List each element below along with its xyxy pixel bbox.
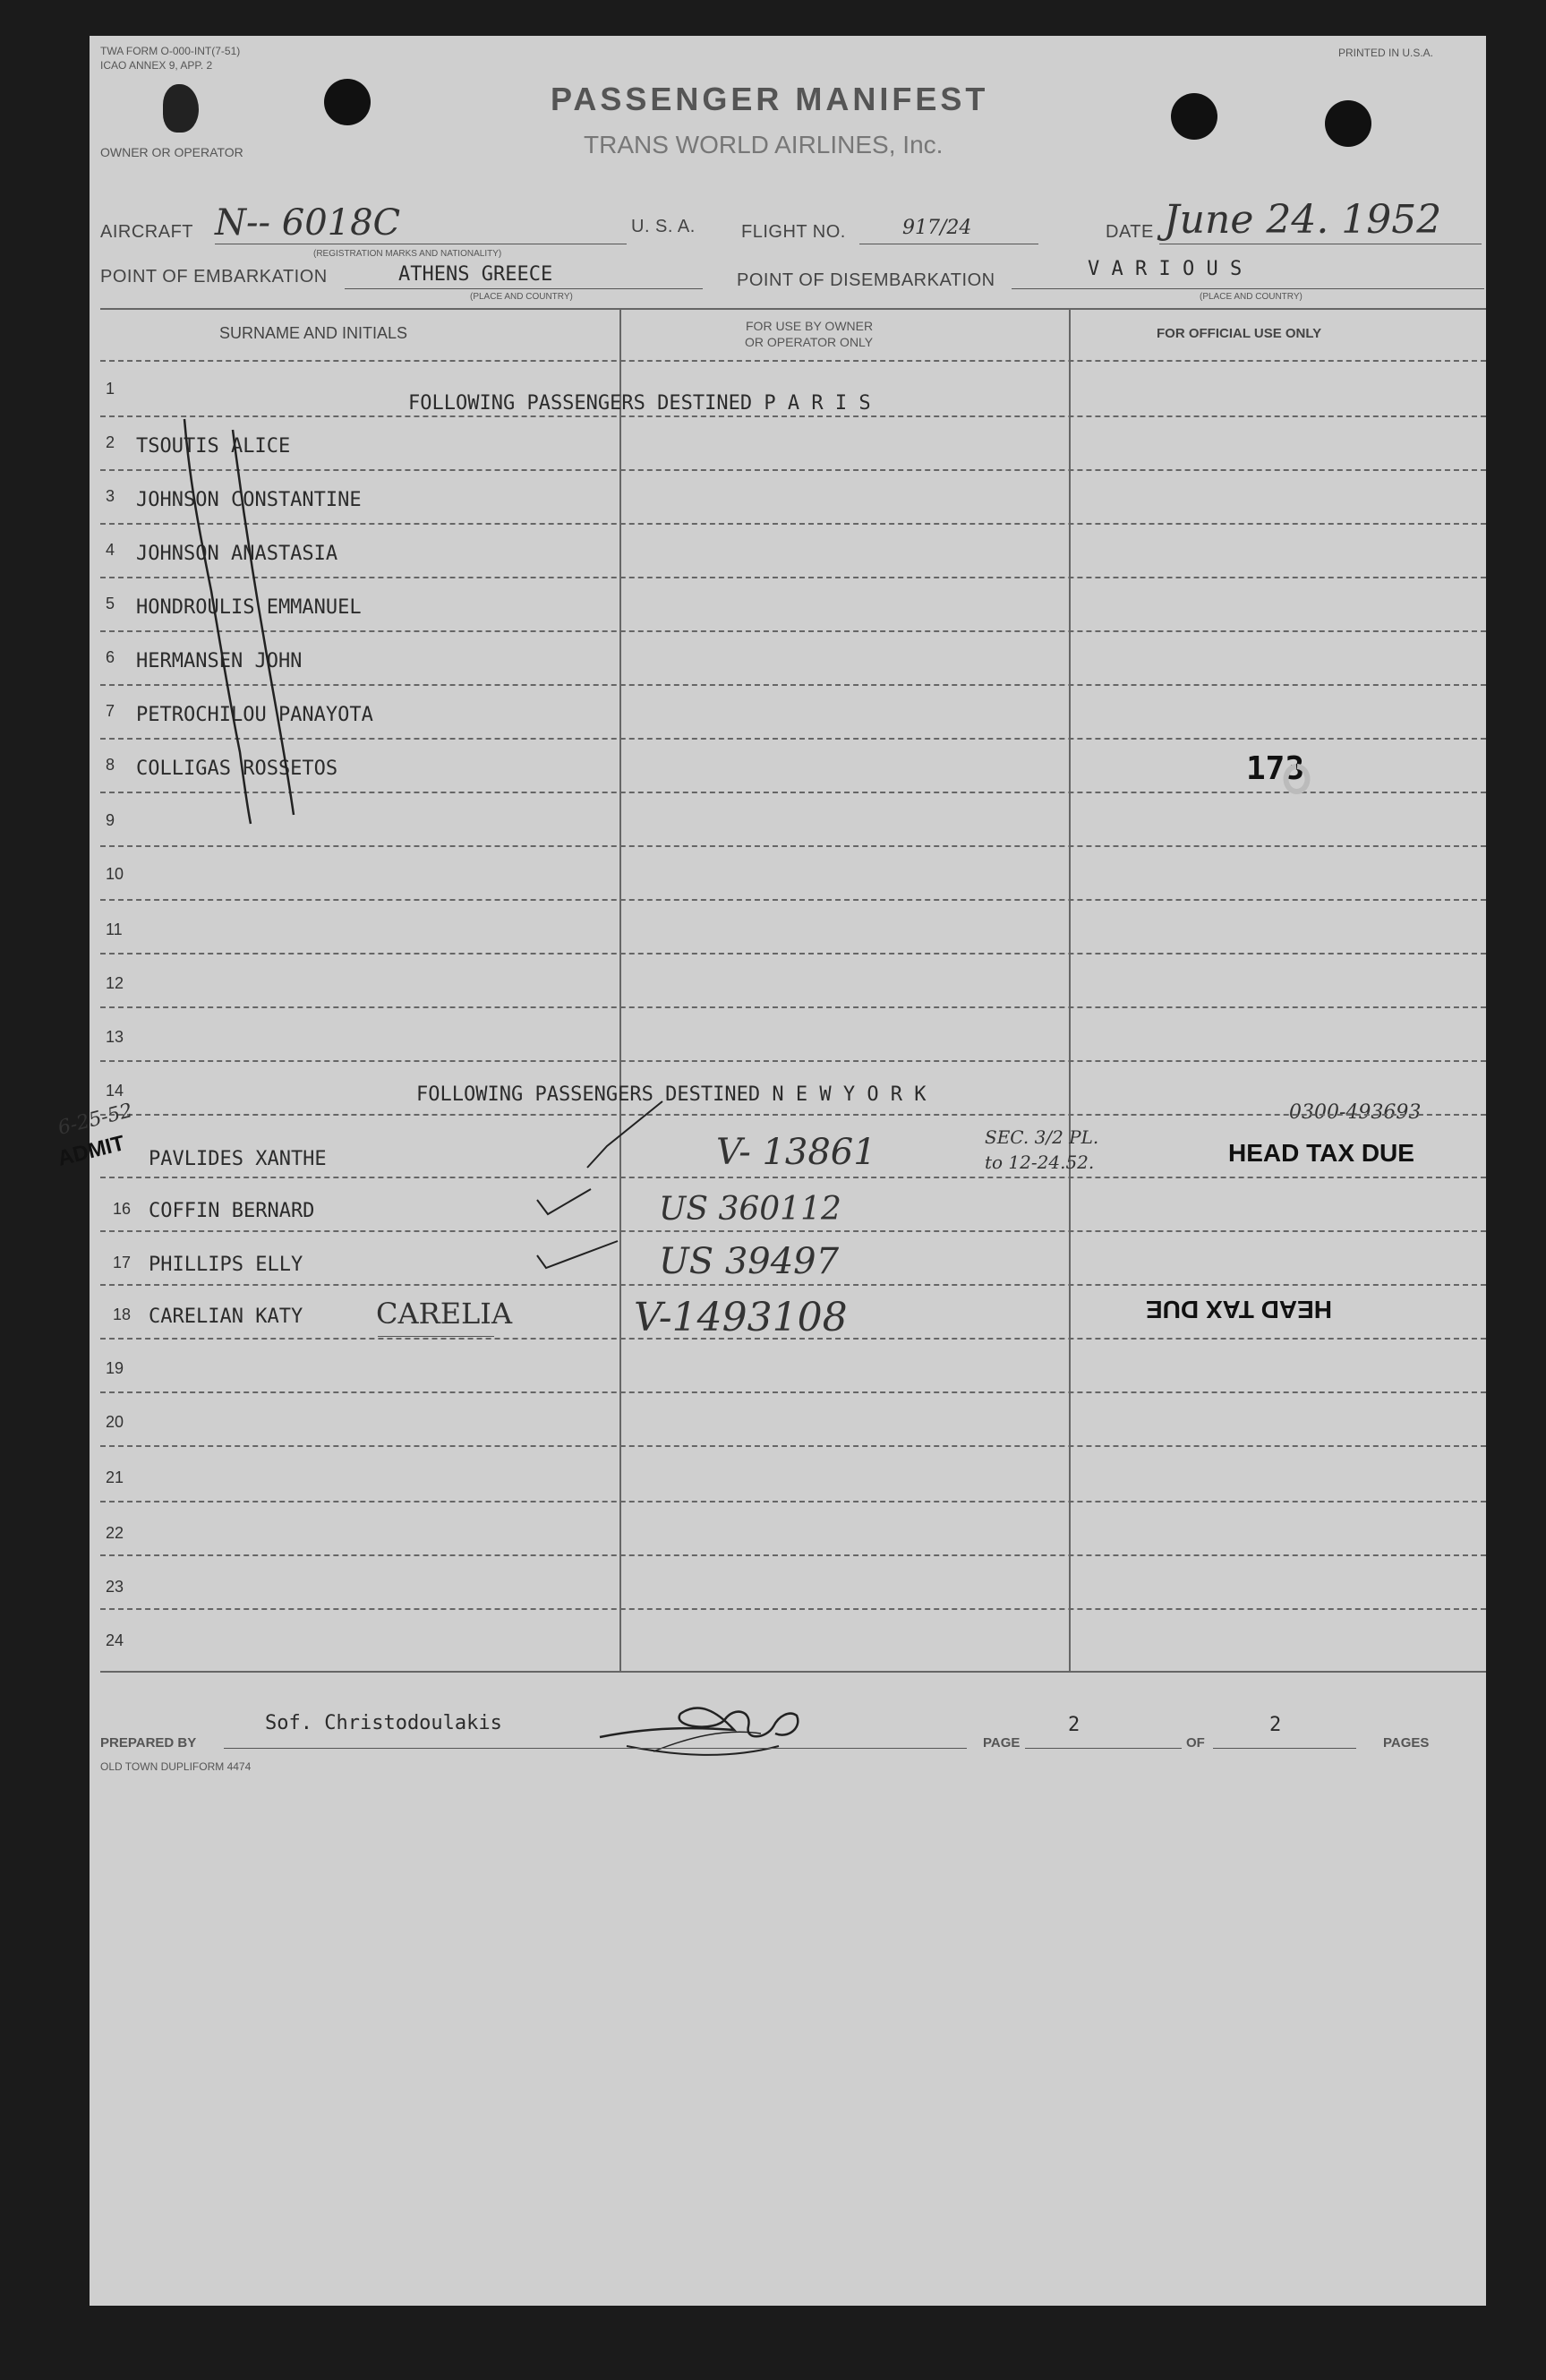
row-divider (100, 1284, 1486, 1286)
row-number: 12 (106, 974, 124, 992)
checkmark (537, 1241, 618, 1268)
row-divider (100, 1230, 1486, 1232)
head-tax-stamp: HEAD TAX DUE (1228, 1139, 1414, 1167)
signature (591, 1674, 824, 1773)
row-divider (100, 415, 1486, 417)
form-id-1: TWA FORM O-000-INT(7-51) (100, 45, 241, 57)
flight-value: 917/24 (902, 217, 972, 239)
row-number: 22 (106, 1524, 124, 1542)
section-note-1: SEC. 3/2 PL. (985, 1126, 1099, 1148)
row-divider (100, 469, 1486, 471)
row-number: 20 (106, 1413, 124, 1431)
date-value: June 24. 1952 (1164, 197, 1442, 243)
admit-date: 6-25-52 (56, 1100, 135, 1140)
row-number: 4 (106, 541, 115, 559)
date-label: DATE (1106, 222, 1154, 242)
page-number: 2 (1068, 1714, 1080, 1736)
manifest-sheet (55, 36, 1486, 2306)
table-bottom-border (100, 1671, 1486, 1673)
flight-label: FLIGHT NO. (741, 222, 846, 242)
punch-hole (1325, 100, 1371, 147)
checkmark (587, 1101, 662, 1168)
row-divider (100, 1501, 1486, 1502)
passenger-name: TSOUTIS ALICE (136, 435, 291, 458)
embark-caption: (PLACE AND COUNTRY) (470, 292, 573, 302)
row-divider (100, 684, 1486, 686)
row-divider (100, 1338, 1486, 1340)
page-underline (1025, 1748, 1182, 1749)
passenger-name: JOHNSON ANASTASIA (136, 543, 338, 565)
passenger-name: HONDROULIS EMMANUEL (136, 596, 362, 619)
passenger-name: COFFIN BERNARD (149, 1200, 315, 1222)
row-number: 19 (106, 1359, 124, 1377)
passport-number: US 360112 (659, 1191, 841, 1228)
signature-stroke (600, 1708, 798, 1737)
name-correction: CARELIA (376, 1297, 513, 1331)
embark-label: POINT OF EMBARKATION (100, 267, 328, 287)
aircraft-label: AIRCRAFT (100, 222, 193, 242)
row-number: 13 (106, 1028, 124, 1046)
section-heading-paris: FOLLOWING PASSENGERS DESTINED P A R I S (408, 392, 871, 415)
page-label: PAGE (983, 1735, 1021, 1751)
embark-value: ATHENS GREECE (398, 263, 553, 286)
name-correction-underline (378, 1336, 494, 1337)
row-divider (100, 1114, 1486, 1116)
punch-hole (1171, 93, 1217, 140)
row-divider (100, 1177, 1486, 1178)
row-number: 17 (113, 1254, 132, 1271)
row-number: 9 (106, 811, 115, 829)
row-divider (100, 1554, 1486, 1556)
airline-name: TRANS WORLD AIRLINES, Inc. (584, 131, 944, 158)
disembark-caption: (PLACE AND COUNTRY) (1200, 292, 1303, 302)
form-id-2: ICAO ANNEX 9, APP. 2 (100, 59, 213, 72)
row-divider (100, 523, 1486, 525)
passenger-name: PHILLIPS ELLY (149, 1254, 303, 1276)
row-divider (100, 1391, 1486, 1393)
row-divider (100, 1006, 1486, 1008)
head-tax-stamp-inverted: HEAD TAX DUE (1146, 1296, 1332, 1323)
row-divider (100, 792, 1486, 793)
disembark-underline (1012, 288, 1484, 289)
passport-number: US 39497 (659, 1241, 840, 1282)
table-top-border (100, 308, 1486, 310)
passenger-name: PETROCHILOU PANAYOTA (136, 704, 373, 726)
header-bottom-border (100, 360, 1486, 362)
row-divider (100, 845, 1486, 847)
embark-underline (345, 288, 703, 289)
row-number: 16 (113, 1200, 132, 1218)
pages-label: PAGES (1383, 1735, 1430, 1751)
row-number: 1 (106, 380, 115, 398)
row-divider (100, 577, 1486, 578)
row-divider (100, 899, 1486, 901)
ticket-reference: 0300-493693 (1289, 1101, 1422, 1124)
row-number: 5 (106, 595, 115, 612)
passenger-name: JOHNSON CONSTANTINE (136, 489, 362, 511)
checkmark (537, 1189, 591, 1214)
passenger-name: PAVLIDES XANTHE (149, 1148, 327, 1170)
row-divider (100, 630, 1486, 632)
ink-blot (163, 84, 199, 133)
page-total-underline (1213, 1748, 1356, 1749)
row-number: 6 (106, 648, 115, 666)
registration-caption: (REGISTRATION MARKS AND NATIONALITY) (313, 249, 502, 259)
disembark-label: POINT OF DISEMBARKATION (737, 270, 995, 290)
row-divider (100, 1445, 1486, 1447)
row-divider (100, 1608, 1486, 1610)
admit-stamp: ADMIT (55, 1131, 128, 1171)
printed-label: PRINTED IN U.S.A. (1338, 47, 1434, 59)
column-divider-2 (1069, 308, 1071, 1671)
passenger-name: CARELIAN KATY (149, 1306, 303, 1328)
row-number: 24 (106, 1631, 124, 1649)
disembark-value: V A R I O U S (1088, 258, 1243, 280)
column-divider-1 (619, 308, 621, 1671)
column-header-owner: FOR USE BY OWNER (746, 319, 874, 333)
passenger-name: COLLIGAS ROSSETOS (136, 758, 338, 780)
section-heading-new-york: FOLLOWING PASSENGERS DESTINED N E W Y O R K (416, 1083, 927, 1106)
row-number: 18 (113, 1306, 132, 1323)
prepared-label: PREPARED BY (100, 1735, 197, 1751)
row-number: 14 (106, 1082, 124, 1100)
visa-number: V-1493108 (634, 1295, 848, 1340)
country-label: U. S. A. (631, 217, 696, 236)
row-number: 7 (106, 702, 115, 720)
printer-label: OLD TOWN DUPLIFORM 4474 (100, 1760, 252, 1773)
of-label: OF (1186, 1735, 1205, 1751)
visa-number: V- 13861 (716, 1132, 876, 1173)
punch-hole (324, 79, 371, 125)
row-divider (100, 738, 1486, 740)
row-number: 23 (106, 1578, 124, 1596)
row-number: 3 (106, 487, 115, 505)
row-number: 2 (106, 433, 115, 451)
section-note-2: to 12-24.52. (985, 1151, 1095, 1173)
row-number: 21 (106, 1468, 124, 1486)
row-number: 10 (106, 865, 124, 883)
page-title: PASSENGER MANIFEST (551, 81, 989, 117)
owner-label: OWNER OR OPERATOR (100, 145, 243, 159)
prepared-underline (224, 1748, 967, 1749)
official-stamp-number: 173 (1246, 750, 1305, 787)
page-total: 2 (1269, 1714, 1282, 1736)
row-divider (100, 953, 1486, 955)
row-number: 11 (106, 920, 123, 938)
column-header-surname: SURNAME AND INITIALS (219, 324, 408, 342)
column-header-official: FOR OFFICIAL USE ONLY (1157, 326, 1322, 341)
row-number: 8 (106, 756, 115, 774)
prepared-by-value: Sof. Christodoulakis (265, 1712, 502, 1734)
row-divider (100, 1060, 1486, 1062)
column-header-owner-2: OR OPERATOR ONLY (745, 335, 874, 349)
aircraft-value: N-- 6018C (215, 202, 401, 244)
passenger-name: HERMANSEN JOHN (136, 650, 303, 672)
